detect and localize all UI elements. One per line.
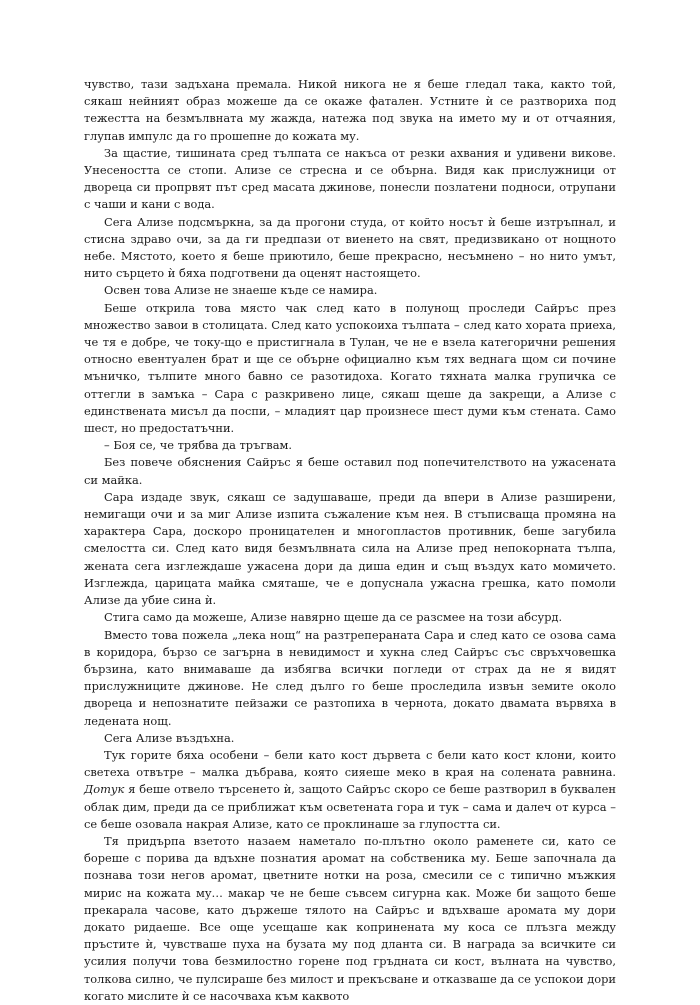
paragraph: Беше открила това място чак след като в полунощ проследи Сайръс през множество завои в столицата. След като успокоиха тълпата – след като хората приеха, че тя е добре, че току-що е пристигнала в Тулан, че не е взела категорични решения относно евентуален брат и ще се обърне официално към тях веднага щом си почине мъничко, тълпите много бавно се разотидоха. Когато тяхната малка групичка се оттегли в замъка – Сара с разкривено лице, сякаш щеше да закрещи, а Ализе с единствената мисъл да поспи, – младият цар произнесе шест думи към стената. Само шест, но предостатъчни. bbox=[84, 300, 616, 436]
emphasized-word: Дотук bbox=[84, 782, 125, 797]
paragraph: Сега Ализе въздъхна. bbox=[104, 730, 235, 745]
paragraph bbox=[84, 747, 616, 833]
paragraph-text: Тук горите бяха особени – бели като кост дървета с бели като кост клони, които светеха отвътре – малка дъбрава, която сияеше меко в края на солената равнина. bbox=[84, 747, 616, 780]
paragraph: Тя придърпа взетото назаем наметало по-плътно около раменете си, като се бореше с порива да вдъхне познатия аромат на собственика му. Беше започнала да познава този негов аромат, цветните нотки на роза, смесили се с типично мъжкия мирис на кожата му… макар че не беше съвсем сигурна как. Може би защото беше прекарала часове, като държеше тялото на Сайръс и вдъхваше аромата му дори докато ридаеше. Все още усещаше как копринената му коса се плъзга между пръстите ѝ, чувстваше пуха на бузата му под дланта си. В награда за всичките си усилия получи това безмилостно горене под гръдната си кост, вълната на чувство, толкова силно, че пулсираше без милост и прекъсване и отказваше да се успокои дори когато мислите ѝ се насочваха към каквото bbox=[84, 833, 616, 1003]
paragraph: Сара издаде звук, сякаш се задушаваше, преди да впери в Ализе разширени, немигащи очи и за миг Ализе изпита съжаление към нея. В стъписваща промяна на характера Сара, доскоро проницателен и многопластов противник, беше загубила смелостта си. След като видя безмълвната сила на Ализе пред непокорната тълпа, жената сега изглеждаше ужасена дори да диша един и същ въздух като момичето. Изглежда, царицата майка смяташе, че е допуснала ужасна грешка, като помоли Ализе да убие сина ѝ. bbox=[84, 489, 616, 608]
paragraph-text: я беше отвело търсенето ѝ, защото Сайръс скоро се беше разтворил в буквален облак дим, преди да се приближат към осветената гора и тук – сама и далеч от курса – се беше озовала накрая Ализе, като се проклинаше за глупостта си. bbox=[84, 782, 616, 831]
paragraph: Освен това Ализе не знаеше къде се намира. bbox=[104, 283, 378, 298]
paragraph: чувство, тази задъхана премала. Никой никога не я беше гледал така, както той, сякаш нейният образ можеше да се окаже фатален. Устните ѝ се разтвориха под тежестта на безмълвната му жажда, натежа под звука на името му и от отчаяния, глупав импулс да го прошепне до кожата му. bbox=[84, 77, 616, 143]
paragraph: За щастие, тишината сред тълпата се накъса от резки ахвания и удивени викове. Унесеността се стопи. Ализе се стресна и се обърна. Видя как прислужници от двореца си пропрвят път сред масата джинове, понесли позлатени подноси, отрупани с чаши и кани с вода. bbox=[84, 145, 616, 212]
paragraph: Сега Ализе подсмъркна, за да прогони студа, от който носът ѝ беше изтръпнал, и стисна здраво очи, за да ги предпази от виенето на свят, предизвикано от нощното небе. Мястото, което я беше приютило, беше прекрасно, несъмнено – но нито умът, нито сърцето ѝ бяха подготвени да оценят настоящето. bbox=[84, 214, 616, 281]
paragraph: Без повече обяснения Сайръс я беше оставил под попечителството на ужасената си майка. bbox=[84, 455, 616, 487]
body-text bbox=[84, 76, 616, 1005]
paragraph: Стига само да можеше, Ализе навярно щеше да се разсмее на този абсурд. bbox=[104, 610, 563, 625]
paragraph: Вместо това пожела „лека нощ“ на разтреперанaта Сара и след като се озова сама в коридора, бързо се загърна в невидимост и хукна след Сайръс със свръхчовешка бързина, като внимаваше да избягва всички погледи от страх да не я видят прислужниците джинове. Не след дълго го беше проследила извън земите около двореца и непознатите пейзажи се разтопиха в чернота, докато двамата вървяха в ледената нощ. bbox=[84, 627, 616, 728]
dialogue-line: – Боя се, че трябва да тръгвам. bbox=[104, 438, 292, 453]
